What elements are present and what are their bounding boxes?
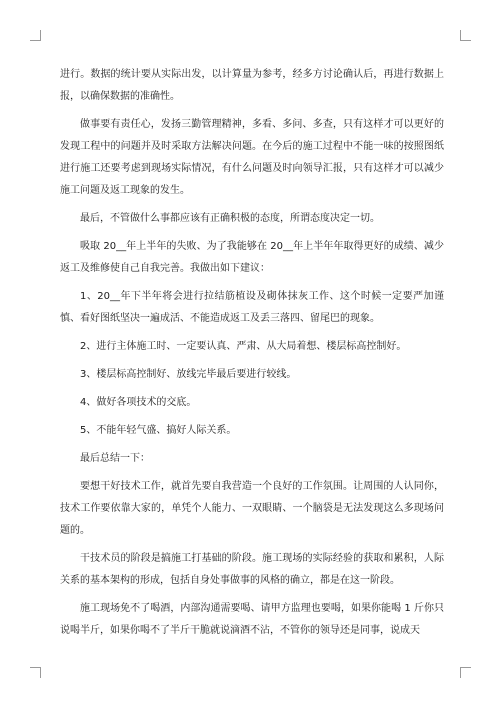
paragraph-4: 吸取 20__年上半年的失败、为了我能够在 20__年上半年年取得更好的成绩、减少返工及维修使自己自我完善。我做出如下建议：	[60, 241, 444, 274]
paragraph-6: 干技术员的阶段是搞施工打基础的阶段。施工现场的实际经验的获取和累积，人际关系的基本架构的形成，包括自身处事做事的风格的确立，都是在这一阶段。	[60, 553, 444, 586]
paragraph-2: 做事要有责任心，发扬三勤管理精神，多看、多问、多查，只有这样才可以更好的发现工程中的问题并及时采取方法解决问题。在今后的施工过程中不能一味的按照图纸进行施工还要考虑到现场实际情况，有什么问题及时向领导汇报，只有这样才可以减少施工问题及返工现象的发生。	[60, 119, 444, 196]
crop-mark-top-left	[30, 30, 41, 41]
list-item-3: 3、楼层标高控制好、放线完毕最后要进行较线。	[80, 369, 297, 380]
list-item-2: 2、进行主体施工时、一定要认真、严肃、从大局着想、楼层标高控制好。	[80, 341, 407, 352]
paragraph-1: 进行。数据的统计要从实际出发，以计算量为参考，经多方讨论确认后，再进行数据上报，以确保数据的准确性。	[60, 69, 444, 102]
crop-mark-bottom-right	[460, 667, 471, 678]
crop-mark-top-right	[460, 30, 471, 41]
crop-mark-bottom-left	[30, 667, 41, 678]
list-item-4: 4、做好各项技术的交底。	[80, 397, 197, 408]
list-item-5: 5、不能年轻气盛、搞好人际关系。	[80, 425, 237, 436]
list-item-1: 1、20__年下半年将会进行拉结筋植设及砌体抹灰工作、这个时候一定要严加谨慎、看好图纸坚决一遍成活、不能造成返工及丢三落四、留尾巴的现象。	[60, 291, 444, 324]
paragraph-7: 施工现场免不了喝酒，内部沟通需要喝、请甲方监理也要喝，如果你能喝 1 斤你只说喝半斤，如果你喝不了半斤干脆就说滴酒不沾，不管你的领导还是同事，说成天	[60, 603, 444, 636]
summary-heading: 最后总结一下：	[80, 453, 150, 464]
paragraph-3: 最后，不管做什么事都应该有正确积极的态度，所谓态度决定一切。	[80, 213, 380, 224]
document-body	[60, 64, 444, 648]
paragraph-5: 要想干好技术工作，就首先要自我营造一个良好的工作氛围。让周围的人认同你，技术工作要依靠大家的，单凭个人能力、一双眼睛、一个脑袋是无法发现这么多现场问题的。	[60, 481, 444, 536]
